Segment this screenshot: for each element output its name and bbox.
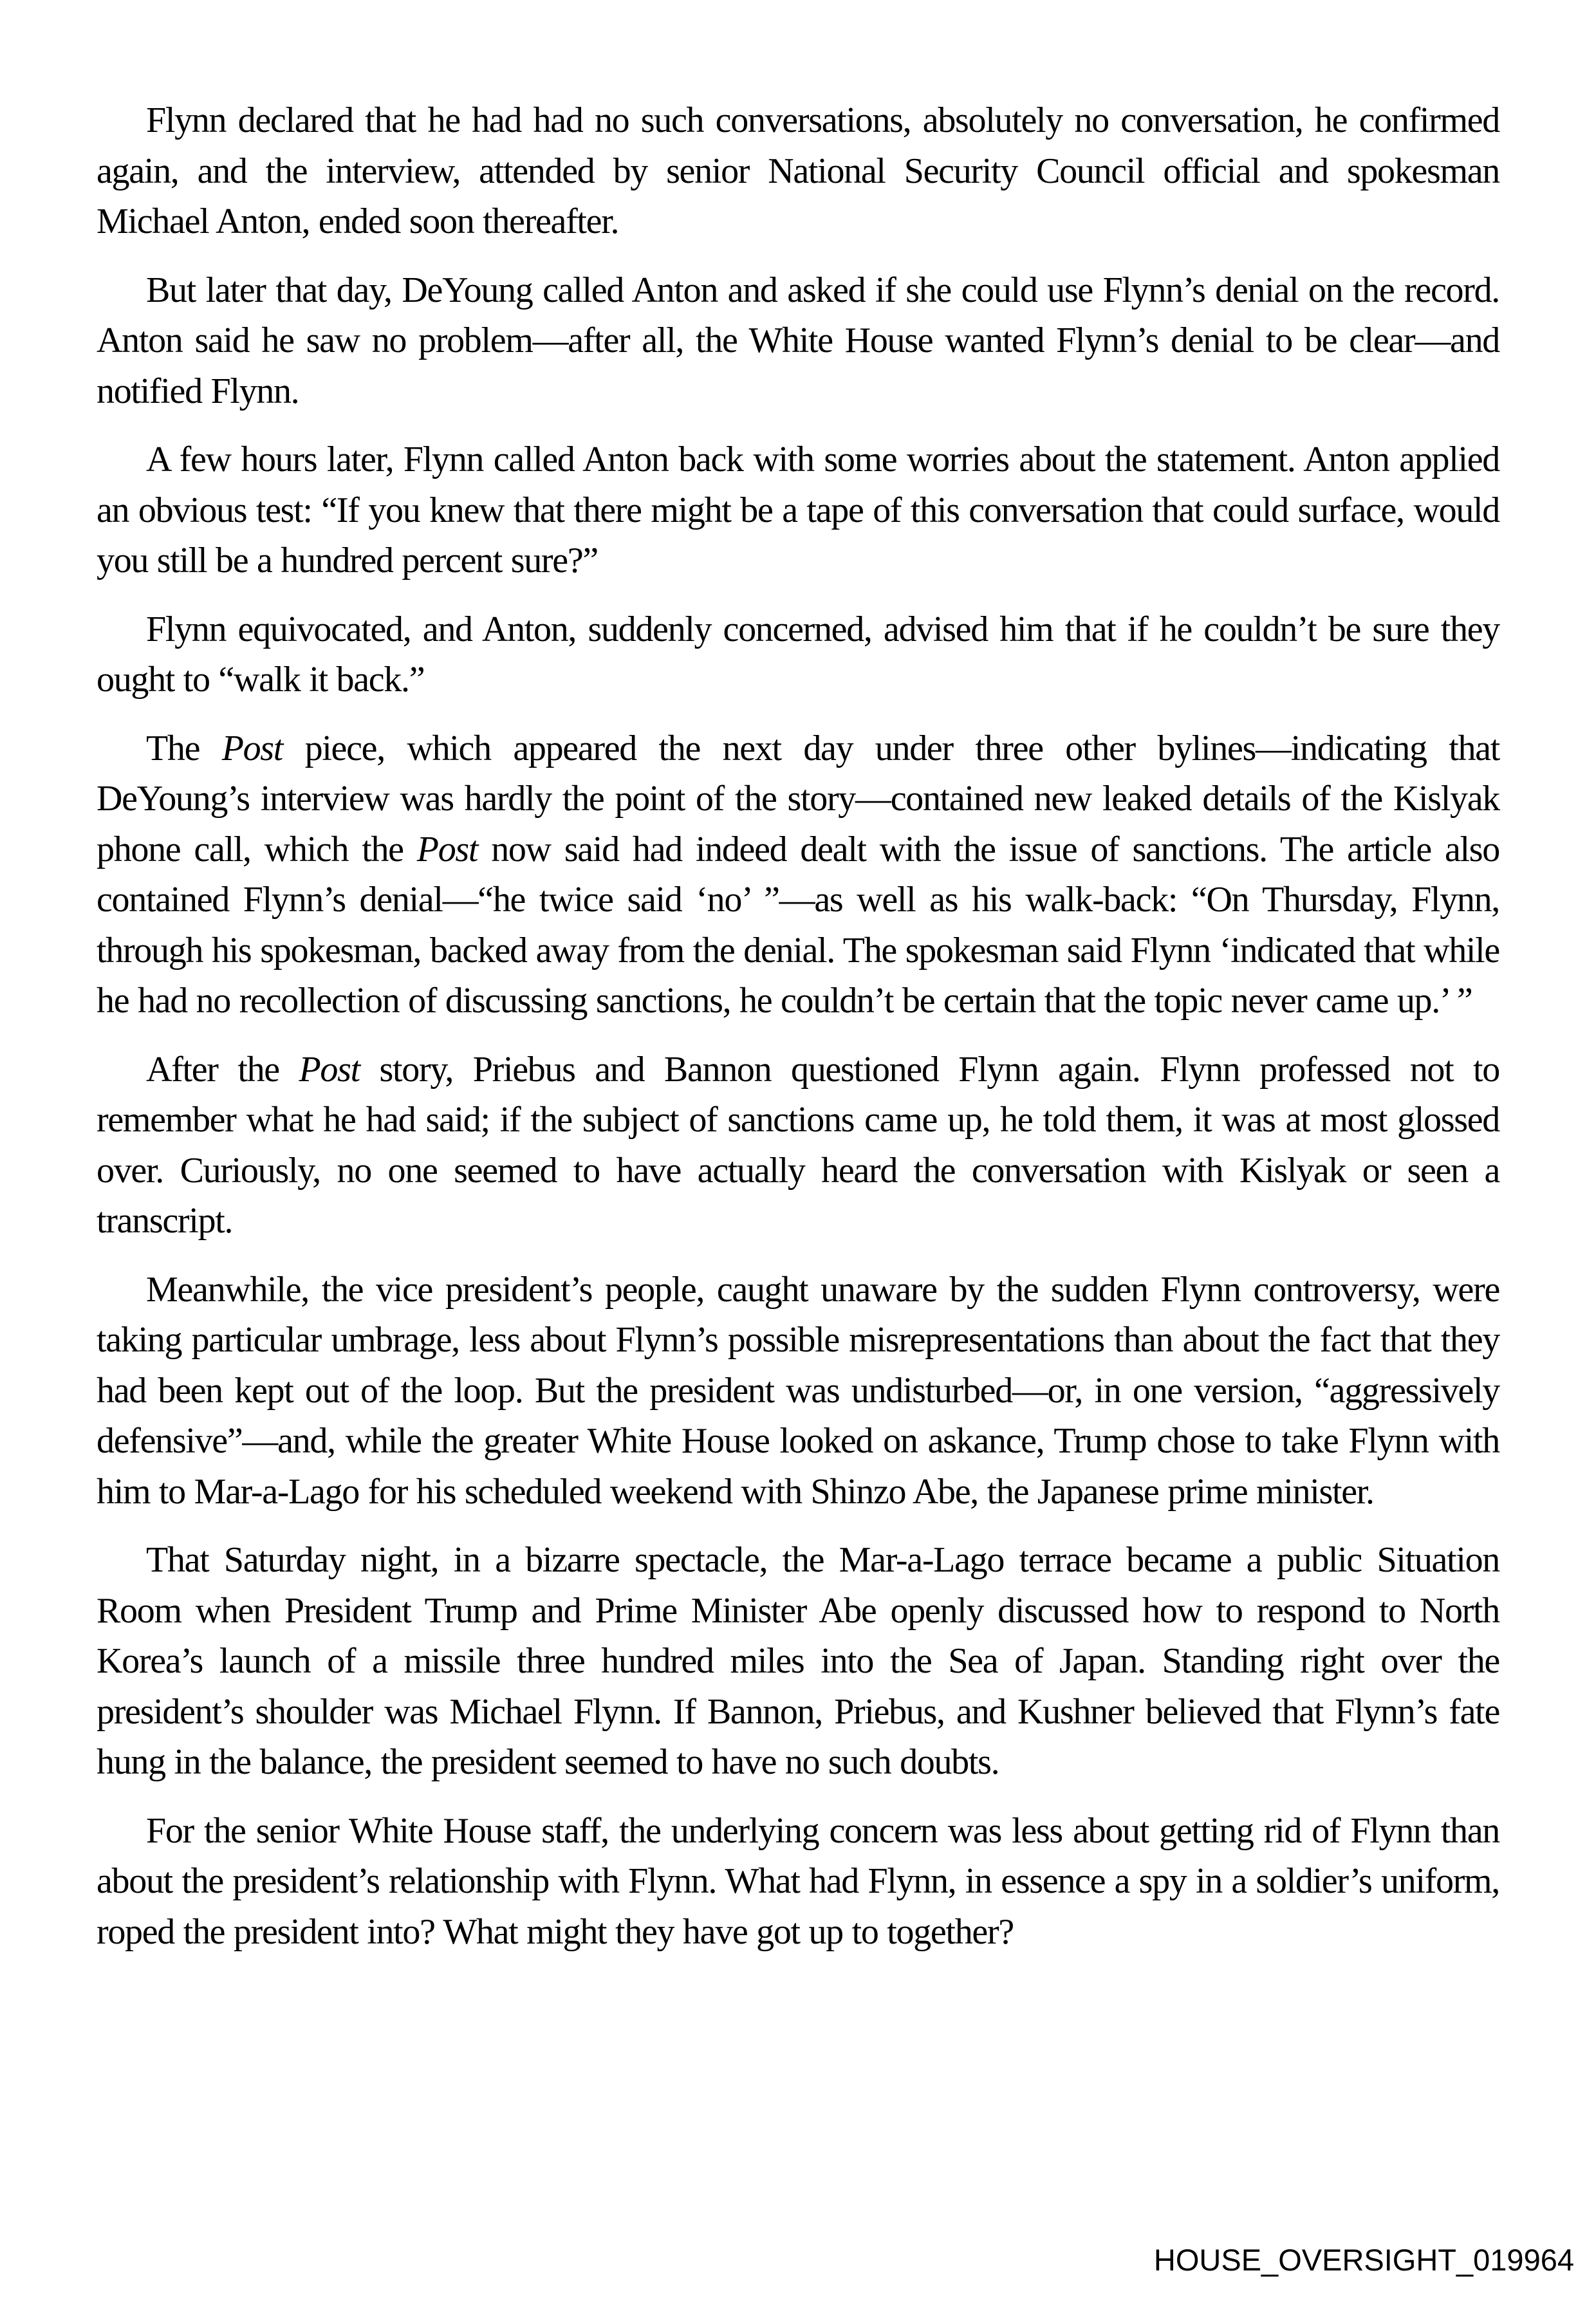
paragraph xyxy=(97,604,1499,705)
text-segment: For the senior White House staff, the underlying concern was less about getting rid of Flynn than about the president’s relationship with Flynn. What had Flynn, in essence a spy in a soldier’s uniform, roped the president into? What might they have got up to together? xyxy=(97,1810,1499,1952)
text-segment: Meanwhile, the vice president’s people, caught unaware by the sudden Flynn controversy, were taking particular umbrage, less about Flynn’s possible misrepresentations than about the fact that they had been kept out of the loop. But the president was undisturbed—or, in one version, “aggressively defensive”—and, while the greater White House looked on askance, Trump chose to take Flynn with him to Mar-a-Lago for his scheduled weekend with Shinzo Abe, the Japanese prime minister. xyxy=(97,1269,1499,1512)
text-segment: After the xyxy=(146,1049,299,1090)
text-segment: story, Priebus and Bannon questioned Flynn again. Flynn professed not to remember what he had said; if the subject of sanctions came up, he told them, it was at most glossed over. Curiously, no one seemed to have actually heard the conversation with Kislyak or seen a transcript. xyxy=(97,1049,1499,1241)
text-segment: The xyxy=(146,728,222,768)
text-segment: A few hours later, Flynn called Anton back with some worries about the statement. Anton applied an obvious test: “If you knew that there might be a tape of this conversation that could surface, would you still be a hundred percent sure?” xyxy=(97,440,1499,580)
text-segment: piece, which appeared the next day under three other bylines—indicating that DeYoung’s interview was hardly the point of the story—contained new leaked details of the Kislyak phone call, which the xyxy=(97,728,1499,869)
bates-number: HOUSE_OVERSIGHT_019964 xyxy=(1153,2243,1574,2277)
paragraph xyxy=(97,723,1499,1026)
paragraph xyxy=(97,265,1499,417)
paragraph xyxy=(97,1535,1499,1788)
text-segment: But later that day, DeYoung called Anton and asked if she could use Flynn’s denial on the record. Anton said he saw no problem—after all, the White House wanted Flynn’s denial to be clear—and notified Flynn. xyxy=(97,270,1499,411)
text-segment: That Saturday night, in a bizarre spectacle, the Mar-a-Lago terrace became a public Situation Room when President Trump and Prime Minister Abe openly discussed how to respond to North Korea’s launch of a missile three hundred miles into the Sea of Japan. Standing right over the president’s shoulder was Michael Flynn. If Bannon, Priebus, and Kushner believed that Flynn’s fate hung in the balance, the president seemed to have no such doubts. xyxy=(97,1540,1499,1782)
paragraph xyxy=(97,1265,1499,1518)
paragraph xyxy=(97,1044,1499,1247)
text-segment: Flynn equivocated, and Anton, suddenly concerned, advised him that if he couldn’t be sure they ought to “walk it back.” xyxy=(97,609,1499,700)
paragraph xyxy=(97,434,1499,586)
paragraph xyxy=(97,95,1499,247)
italic-text-segment: Post xyxy=(416,829,478,869)
italic-text-segment: Post xyxy=(221,728,283,768)
document-body xyxy=(97,95,1499,1975)
italic-text-segment: Post xyxy=(299,1049,360,1090)
paragraph xyxy=(97,1806,1499,1958)
text-segment: Flynn declared that he had had no such conversations, absolutely no conversation, he confirmed again, and the interview, attended by senior National Security Council official and spokesman Michael Anton, ended soon thereafter. xyxy=(97,100,1499,241)
text-segment: now said had indeed dealt with the issue of sanctions. The article also contained Flynn’s denial—“he twice said ‘no’ ”—as well as his walk-back: “On Thursday, Flynn, through his spokesman, backed away from the denial. The spokesman said Flynn ‘indicated that while he had no recollection of discussing sanctions, he couldn’t be certain that the topic never came up.’ ” xyxy=(97,829,1500,1021)
